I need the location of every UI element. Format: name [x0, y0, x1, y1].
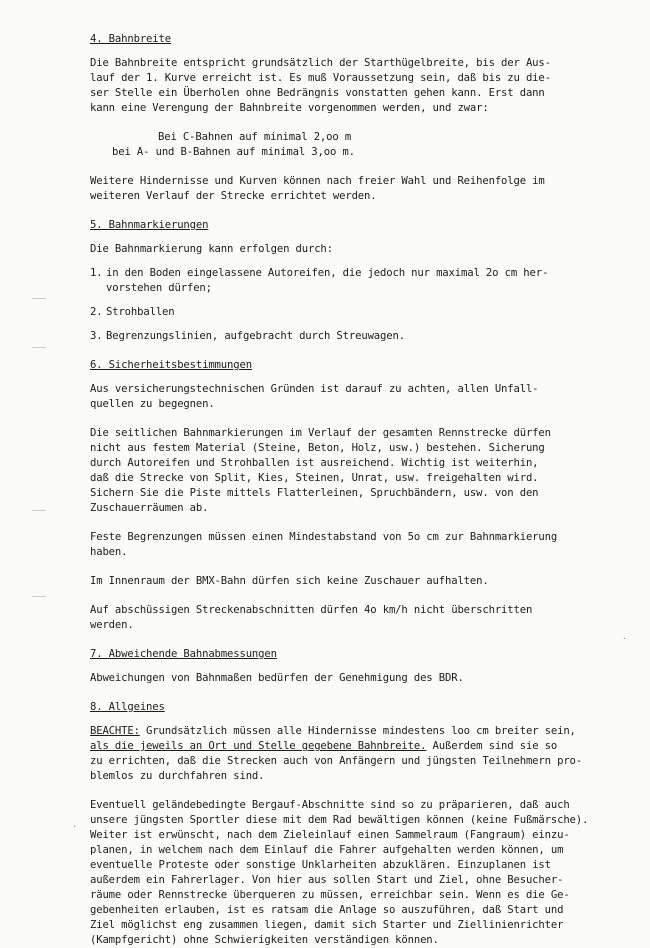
text-line: haben.: [90, 546, 128, 558]
text-line: blemlos zu durchfahren sind.: [90, 770, 265, 782]
text-line: Eventuell geländebedingte Bergauf-Abschnitte sind so zu präparieren, daß auch: [90, 799, 570, 811]
scan-mark: [32, 510, 46, 511]
text-line: in den Boden eingelassene Autoreifen, die jedoch nur maximal 2o cm her-: [106, 267, 549, 279]
list-number: 1.: [90, 267, 103, 279]
section-heading: 4. Bahnbreite: [90, 33, 171, 45]
text-line: Weitere Hindernisse und Kurven können nach freier Wahl und Reihenfolge im: [90, 175, 545, 187]
beachte-line: [90, 724, 602, 739]
list-item: [90, 329, 602, 344]
list-item: [90, 305, 602, 320]
text-line: Auf abschüssigen Streckenabschnitten dürfen 4o km/h nicht überschritten: [90, 604, 533, 616]
text-line: planen, in welchem nach dem Einlauf die Fahrer aufgehalten werden können, um: [90, 844, 564, 856]
text-line: Weiter ist erwünscht, nach dem Zieleinlauf einen Sammelraum (Fangraum) einzu-: [90, 829, 570, 841]
text-line: ser Stelle ein Überholen ohne Bedrängnis vonstatten gehen kann. Erst dann: [90, 87, 545, 99]
text-line: räume oder Rennstrecke überqueren zu müssen, erreichbar sein. Wenn es die Ge-: [90, 889, 570, 901]
text-span: Außerdem sind sie so: [426, 740, 558, 752]
text-span: Grundsätzlich müssen alle Hindernisse mindestens loo cm breiter sein,: [139, 725, 576, 737]
text-line: eventuelle Proteste oder sonstige Unklarheiten abzuklären. Einzuplanen ist: [90, 859, 551, 871]
scan-speck: ·: [622, 634, 627, 643]
scan-mark: [32, 347, 46, 348]
text-line: durch Autoreifen und Strohballen ist ausreichend. Wichtig ist weiterhin,: [90, 457, 539, 469]
section-heading: 5. Bahnmarkierungen: [90, 219, 209, 231]
text-line: Ziel möglichst eng zusammen liegen, damit sich Starter und Ziellinienrichter: [90, 919, 564, 931]
text-line: Im Innenraum der BMX-Bahn dürfen sich keine Zuschauer aufhalten.: [90, 575, 489, 587]
text-line: lauf der 1. Kurve erreicht ist. Es muß Voraussetzung sein, daß bis zu die-: [90, 72, 551, 84]
beachte-line: [90, 739, 602, 754]
list-item: [90, 266, 602, 296]
text-line: werden.: [90, 619, 134, 631]
text-line: Begrenzungslinien, aufgebracht durch Streuwagen.: [106, 330, 405, 342]
text-line: daß die Strecke von Split, Kies, Steinen, Unrat, usw. freigehalten wird.: [90, 472, 539, 484]
width-ab-bahnen: bei A- und B-Bahnen auf minimal 3,oo m.: [112, 146, 355, 158]
scan-mark: [32, 298, 46, 299]
underlined-text: als die jeweils an Ort und Stelle gegebene Bahnbreite.: [90, 740, 427, 752]
text-line: Abweichungen von Bahnmaßen bedürfen der Genehmigung des BDR.: [90, 672, 464, 684]
text-line: außerdem ein Fahrerlager. Von hier aus sollen Start und Ziel, ohne Besucher-: [90, 874, 564, 886]
beachte-label: BEACHTE:: [90, 725, 140, 737]
list-number: 3.: [90, 330, 103, 342]
text-line: unsere jüngsten Sportler diese mit dem Rad bewältigen können (keine Fußmärsche).: [90, 814, 589, 826]
scan-speck: ·: [72, 822, 77, 831]
text-line: (Kampfgericht) ohne Schwierigkeiten verständigen können.: [90, 934, 439, 946]
text-line: weiteren Verlauf der Strecke errichtet werden.: [90, 190, 377, 202]
section-heading: 7. Abweichende Bahnabmessungen: [90, 648, 277, 660]
text-line: Zuschauerräumen ab.: [90, 502, 209, 514]
text-line: zu errichten, daß die Strecken auch von Anfängern und jüngsten Teilnehmern pro-: [90, 755, 583, 767]
document-page: [90, 32, 602, 948]
text-line: kann eine Verengung der Bahnbreite vorgenommen werden, und zwar:: [90, 102, 489, 114]
text-line: vorstehen dürfen;: [106, 282, 212, 294]
section-heading: 8. Allgeines: [90, 701, 165, 713]
text-line: quellen zu begegnen.: [90, 398, 215, 410]
list-number: 2.: [90, 306, 103, 318]
text-line: Sichern Sie die Piste mittels Flatterleinen, Spruchbändern, usw. von den: [90, 487, 539, 499]
text-line: Die seitlichen Bahnmarkierungen im Verlauf der gesamten Rennstrecke dürfen: [90, 427, 551, 439]
text-line: gebenheiten erlauben, ist es ratsam die Anlage so auszuführen, daß Start und: [90, 904, 564, 916]
text-line: Die Bahnbreite entspricht grundsätzlich der Starthügelbreite, bis der Aus-: [90, 57, 551, 69]
text-line: Aus versicherungstechnischen Gründen ist darauf zu achten, allen Unfall-: [90, 383, 539, 395]
scan-mark: [32, 596, 46, 597]
section-heading: 6. Sicherheitsbestimmungen: [90, 359, 252, 371]
width-c-bahnen: Bei C-Bahnen auf minimal 2,oo m: [158, 131, 352, 143]
text-line: Die Bahnmarkierung kann erfolgen durch:: [90, 243, 333, 255]
text-line: nicht aus festem Material (Steine, Beton, Holz, usw.) bestehen. Sicherung: [90, 442, 545, 454]
text-line: Feste Begrenzungen müssen einen Mindestabstand von 5o cm zur Bahnmarkierung: [90, 531, 558, 543]
text-line: Strohballen: [106, 306, 175, 318]
